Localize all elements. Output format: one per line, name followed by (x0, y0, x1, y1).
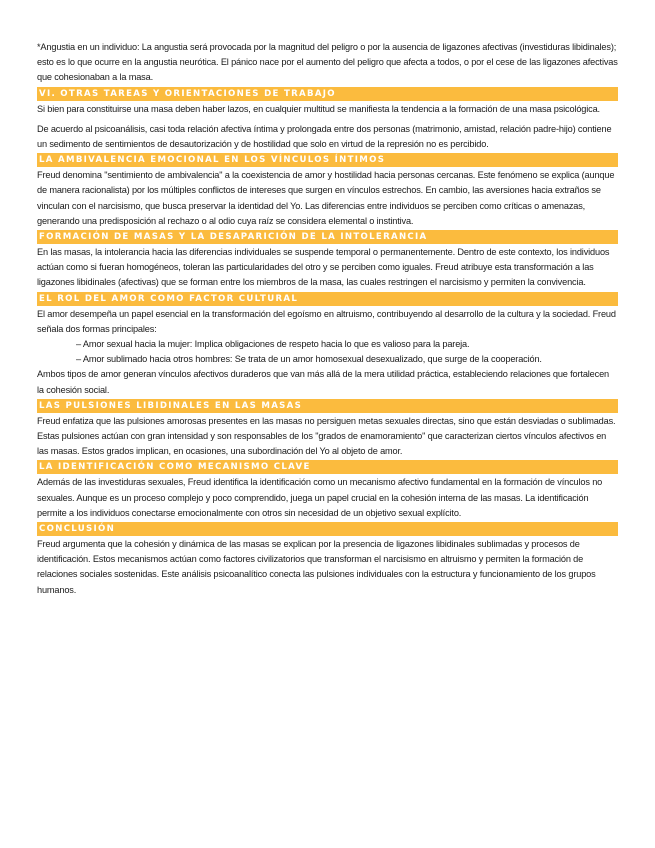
section-heading-formacion-masas: FORMACIÓN DE MASAS Y LA DESAPARICIÓN DE LA INTOLERANCIA (37, 230, 618, 244)
section-heading-otras-tareas: VI. OTRAS TAREAS Y ORIENTACIONES DE TRABAJO (37, 87, 618, 101)
section-heading-identificacion: LA IDENTIFICACIÓN COMO MECANISMO CLAVE (37, 460, 618, 474)
document-page (37, 40, 618, 598)
bullet-item: – Amor sexual hacia la mujer: Implica obligaciones de respeto hacia lo que es valioso para la pareja. (76, 339, 470, 350)
section-paragraph: Freud enfatiza que las pulsiones amorosas presentes en las masas no persiguen metas sexuales directas, sino que están desviadas o sublimadas. Estas pulsiones actúan con gran intensidad y son responsables de los "grados de enamoramiento" que caracterizan ciertos vínculos afectivos en las masas. Estos grados implican, en ocasiones, una subordinación del Yo al objeto de amor. (37, 415, 616, 457)
section-paragraph: Freud denomina "sentimiento de ambivalencia" a la coexistencia de amor y hostilidad hacia personas cercanas. Este fenómeno se explica (aunque de manera racionalista) por los múltiples conflictos de intereses que surgen en vínculos estrechos. En cambio, las aversiones hacia extraños se vinculan con el narcisismo, que busca preservar la identidad del Yo. Las diferencias entre individuos se perciben como críticas o amenazas, generando una predisposición al rechazo o al odio cuya raíz se considera elemental o instintiva. (37, 170, 615, 226)
section-paragraph: Freud argumenta que la cohesión y dinámica de las masas se explican por la presencia de ligazones libidinales sublimadas y procesos de identificación. Estos mecanismos actúan como factores civilizatorios que transforman el narcisismo en altruismo y permiten la formación de relaciones sociales sostenidas. Este análisis psicoanalítico conecta las pulsiones individuales con la estructura y funcionamiento de los grupos humanos. (37, 539, 596, 595)
section-paragraph: De acuerdo al psicoanálisis, casi toda relación afectiva íntima y prolongada entre dos personas (matrimonio, amistad, relación padre-hijo) contiene un sedimento de sentimientos de desautorización y de hostilidad que solo en virtud de la represión no es percibido. (37, 123, 612, 150)
section-heading-pulsiones: LAS PULSIONES LIBIDINALES EN LAS MASAS (37, 399, 618, 413)
section-heading-conclusion: CONCLUSIÓN (37, 522, 618, 536)
section-heading-ambivalencia: LA AMBIVALENCIA EMOCIONAL EN LOS VÍNCULOS ÍNTIMOS (37, 153, 618, 167)
section-paragraph: En las masas, la intolerancia hacia las diferencias individuales se suspende temporal o permanentemente. Dentro de este contexto, los individuos actúan como si fueran homogéneos, toleran las particularidades del otro y se perciben como iguales. Freud atribuye esta transformación a las ligazones libidinales (afectivas) que se forman entre los miembros de la masa, las cuales restringen el narcisismo y permiten la convivencia. (37, 247, 610, 288)
bullet-item: – Amor sublimado hacia otros hombres: Se trata de un amor homosexual desexualizado, que surge de la cooperación. (76, 354, 542, 365)
section-paragraph: Si bien para constituirse una masa deben haber lazos, en cualquier multitud se manifiesta la tendencia a la formación de una masa psicológica. (37, 103, 600, 114)
section-paragraph: Además de las investiduras sexuales, Freud identifica la identificación como un mecanismo afectivo fundamental en la formación de vínculos no sexuales. Aunque es un proceso complejo y poco comprendido, juega un papel crucial en la cohesión interna de las masas. La identificación permite a los individuos conectarse emocionalmente con otros sin necesidad de un objetivo sexual explícito. (37, 477, 603, 518)
section-heading-rol-amor: EL ROL DEL AMOR COMO FACTOR CULTURAL (37, 292, 618, 306)
intro-paragraph: *Angustia en un individuo: La angustia será provocada por la magnitud del peligro o por la ausencia de ligazones afectivas (investiduras libidinales); esto es lo que ocurre en la angustia neurótica. El pánico nace por el aumento del peligro que afecta a todos, o por el cese de las ligazones afectivas que cohesionaban a la masa. (37, 42, 618, 83)
section-paragraph: Ambos tipos de amor generan vínculos afectivos duraderos que van más allá de la mera utilidad práctica, estableciendo relaciones que fortalecen la cohesión social. (37, 369, 609, 395)
section-paragraph: El amor desempeña un papel esencial en la transformación del egoísmo en altruismo, contribuyendo al desarrollo de la cultura y la sociedad. Freud señala dos formas principales: (37, 308, 616, 334)
